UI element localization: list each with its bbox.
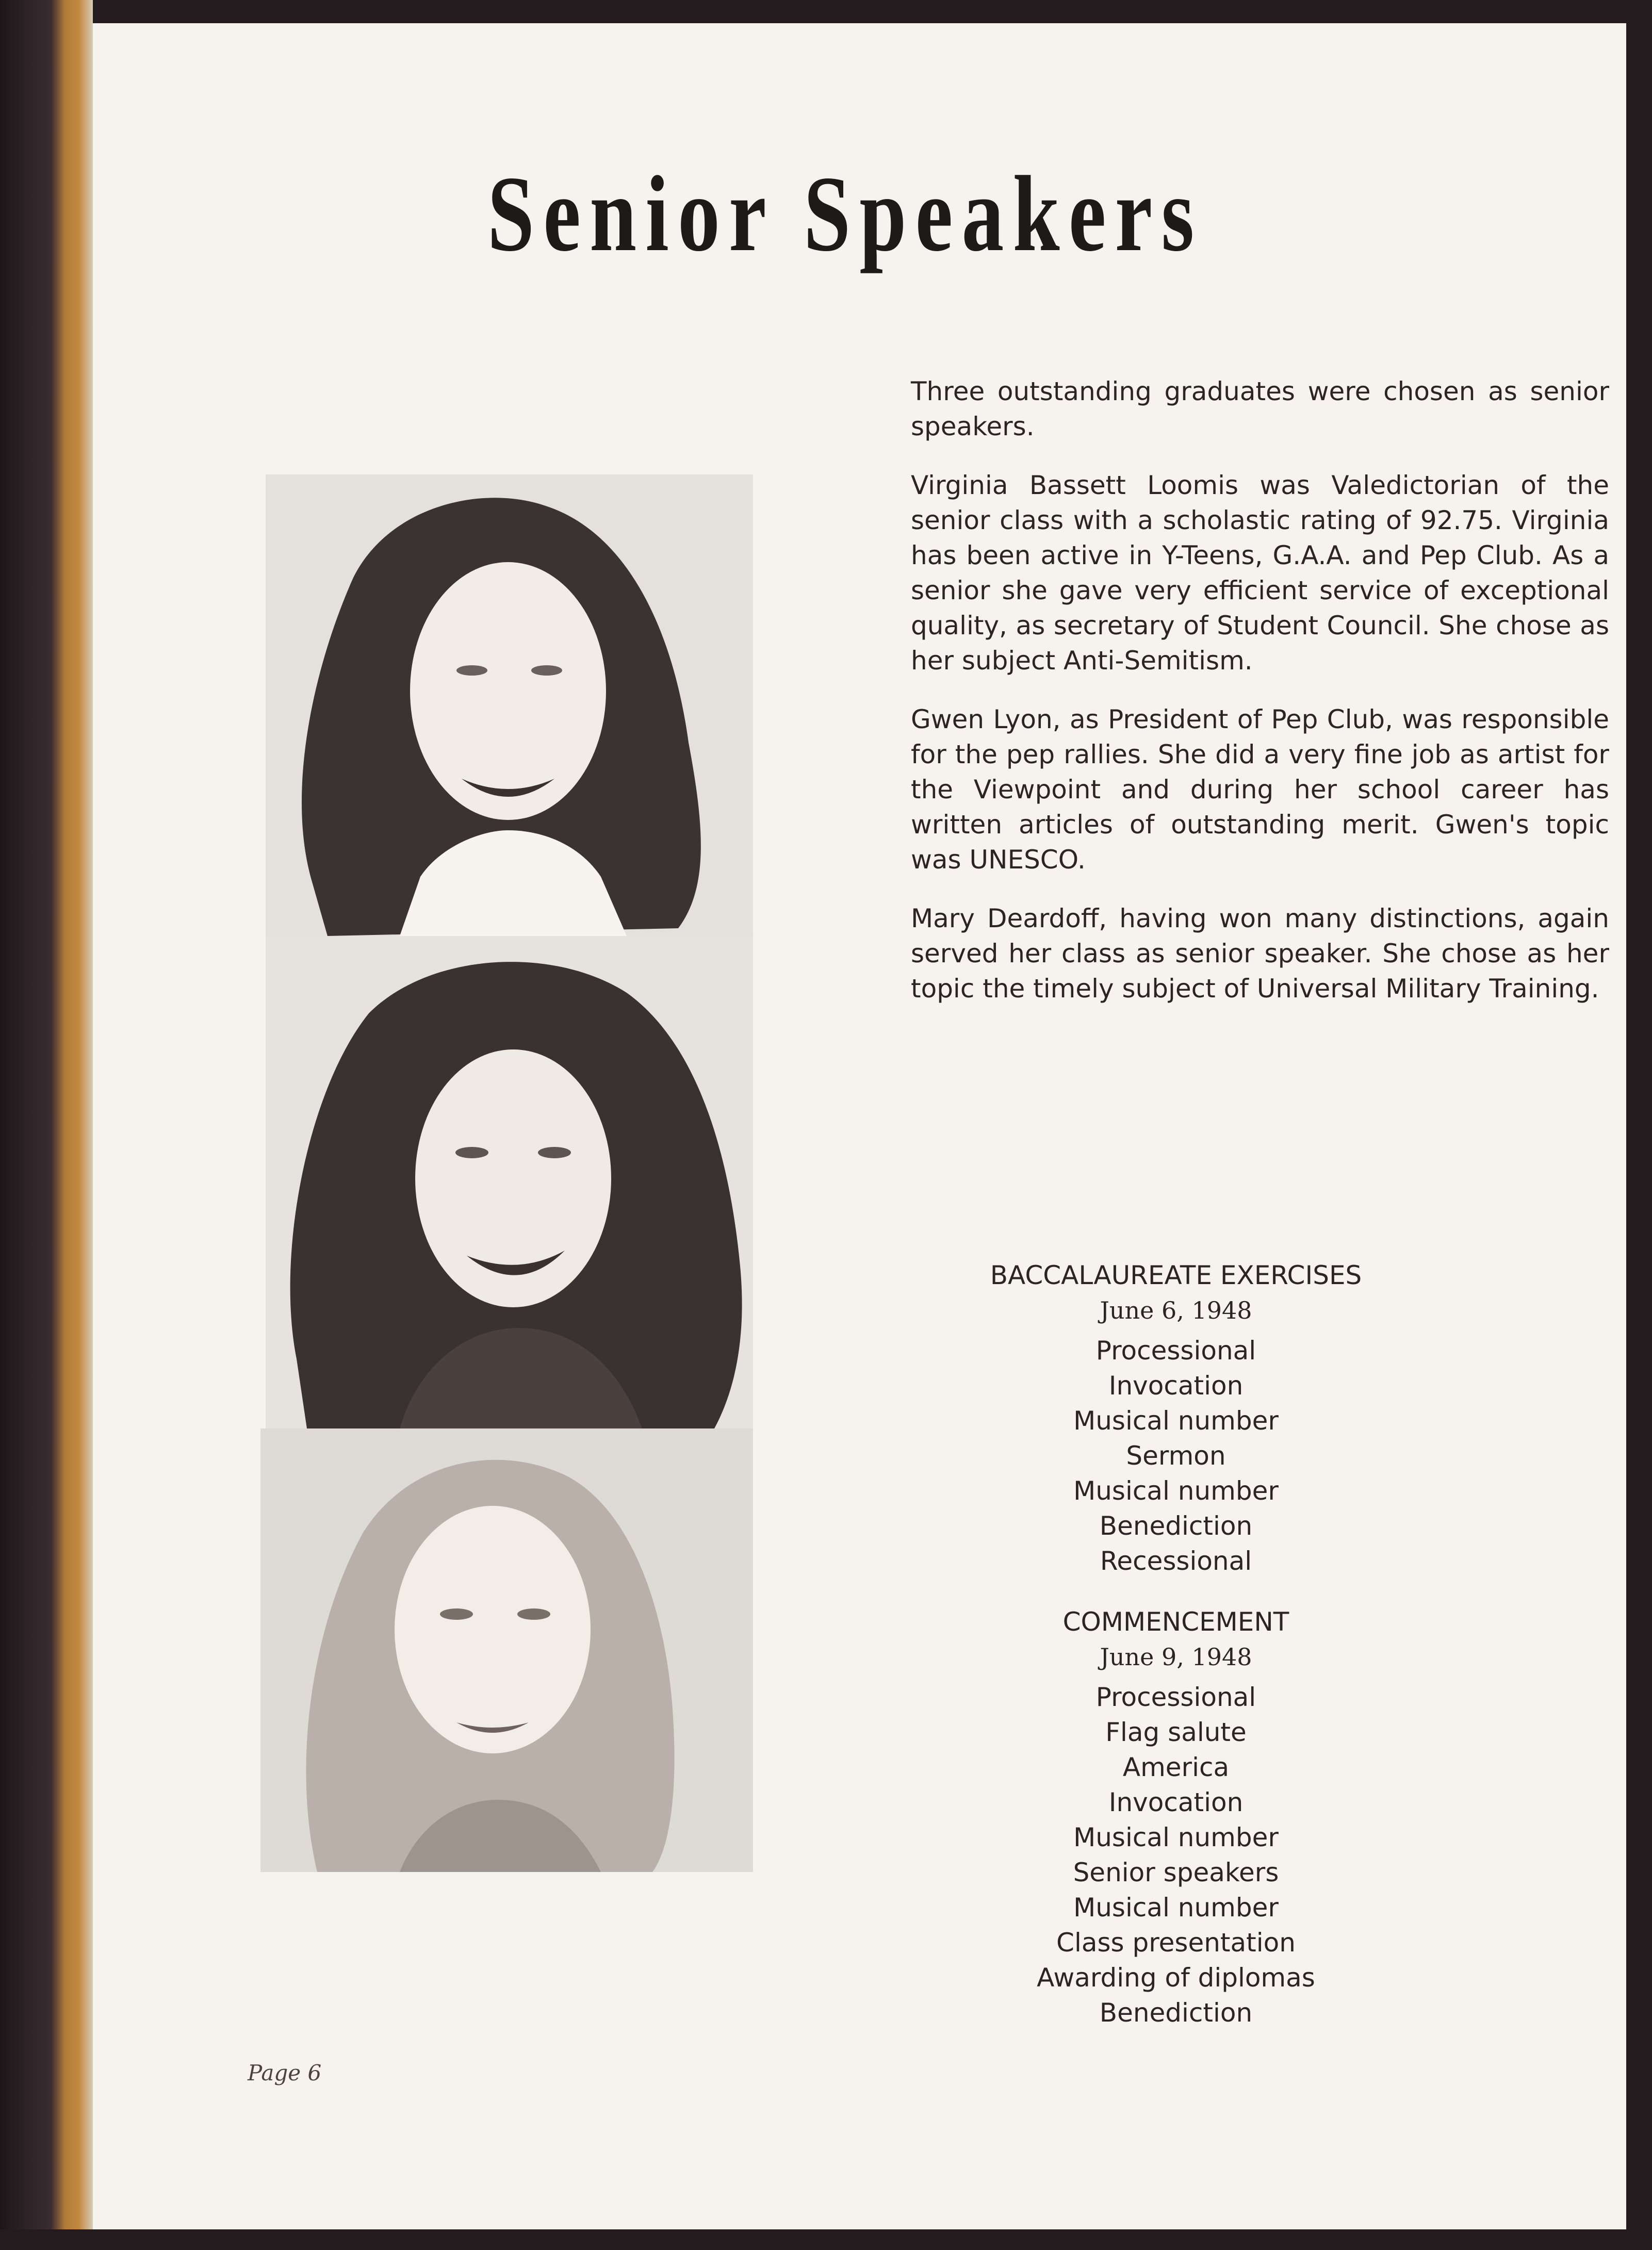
- baccalaureate-heading: BACCALAUREATE EXERCISES: [990, 1260, 1362, 1290]
- book-top-edge: [0, 0, 1652, 23]
- page: [93, 23, 1626, 2229]
- list-item: Musical number: [1073, 1893, 1279, 1923]
- list-item: Invocation: [1108, 1371, 1244, 1401]
- list-item: Processional: [1095, 1336, 1256, 1366]
- portrait-photo-3: [260, 1428, 753, 1872]
- portrait-photo-2: [266, 936, 753, 1428]
- commencement-heading: COMMENCEMENT: [1062, 1607, 1289, 1637]
- paragraph-virginia: Virginia Bassett Loomis was Valedictorian of the senior class with a scholastic rating of 92.75. Virginia has been active in Y-Teens, G.A.A. and Pep Club. As a senior she gave very efficient service of exceptional quality, as secretary of Student Council. She chose as her subject Anti-Semitism.: [911, 470, 1609, 676]
- list-item: Recessional: [1100, 1546, 1252, 1576]
- page-number: Page 6: [248, 2060, 322, 2085]
- list-item: Class presentation: [1056, 1928, 1296, 1958]
- portrait-photo-1: [266, 474, 753, 936]
- paragraph-mary: Mary Deardoff, having won many distinctions, again served her class as senior speaker. She chose as her topic the timely subject of Universal Military Training.: [911, 904, 1609, 1004]
- list-item: Musical number: [1073, 1822, 1279, 1852]
- list-item: Musical number: [1073, 1406, 1279, 1436]
- list-item: Musical number: [1073, 1476, 1279, 1506]
- list-item: Senior speakers: [1073, 1858, 1279, 1887]
- page-title: Senior Speakers: [487, 154, 1203, 274]
- list-item: Flag salute: [1105, 1717, 1247, 1747]
- commencement-date: June 9, 1948: [1100, 1643, 1252, 1671]
- paragraph-gwen: Gwen Lyon, as President of Pep Club, was responsible for the pep rallies. She did a very fine job as artist for the Viewpoint and during her school career has written articles of outstanding merit. Gwen's topic was UNESCO.: [911, 704, 1609, 875]
- baccalaureate-list: [892, 1333, 1460, 1579]
- speakers-text: [911, 374, 1609, 1030]
- book-binding: [0, 0, 93, 2250]
- book-bottom-edge: [0, 2229, 1652, 2250]
- program-listing: [892, 1245, 1460, 2030]
- list-item: Benediction: [1099, 1511, 1253, 1541]
- list-item: Sermon: [1126, 1441, 1226, 1471]
- book-right-edge: [1626, 0, 1652, 2250]
- list-item: Processional: [1095, 1682, 1256, 1712]
- list-item: America: [1122, 1752, 1230, 1782]
- commencement-list: [892, 1680, 1460, 2030]
- baccalaureate-date: June 6, 1948: [1100, 1296, 1252, 1324]
- list-item: Awarding of diplomas: [1037, 1963, 1315, 1993]
- intro-paragraph: Three outstanding graduates were chosen as senior speakers.: [911, 376, 1609, 441]
- list-item: Benediction: [1099, 1998, 1253, 2028]
- list-item: Invocation: [1108, 1787, 1244, 1817]
